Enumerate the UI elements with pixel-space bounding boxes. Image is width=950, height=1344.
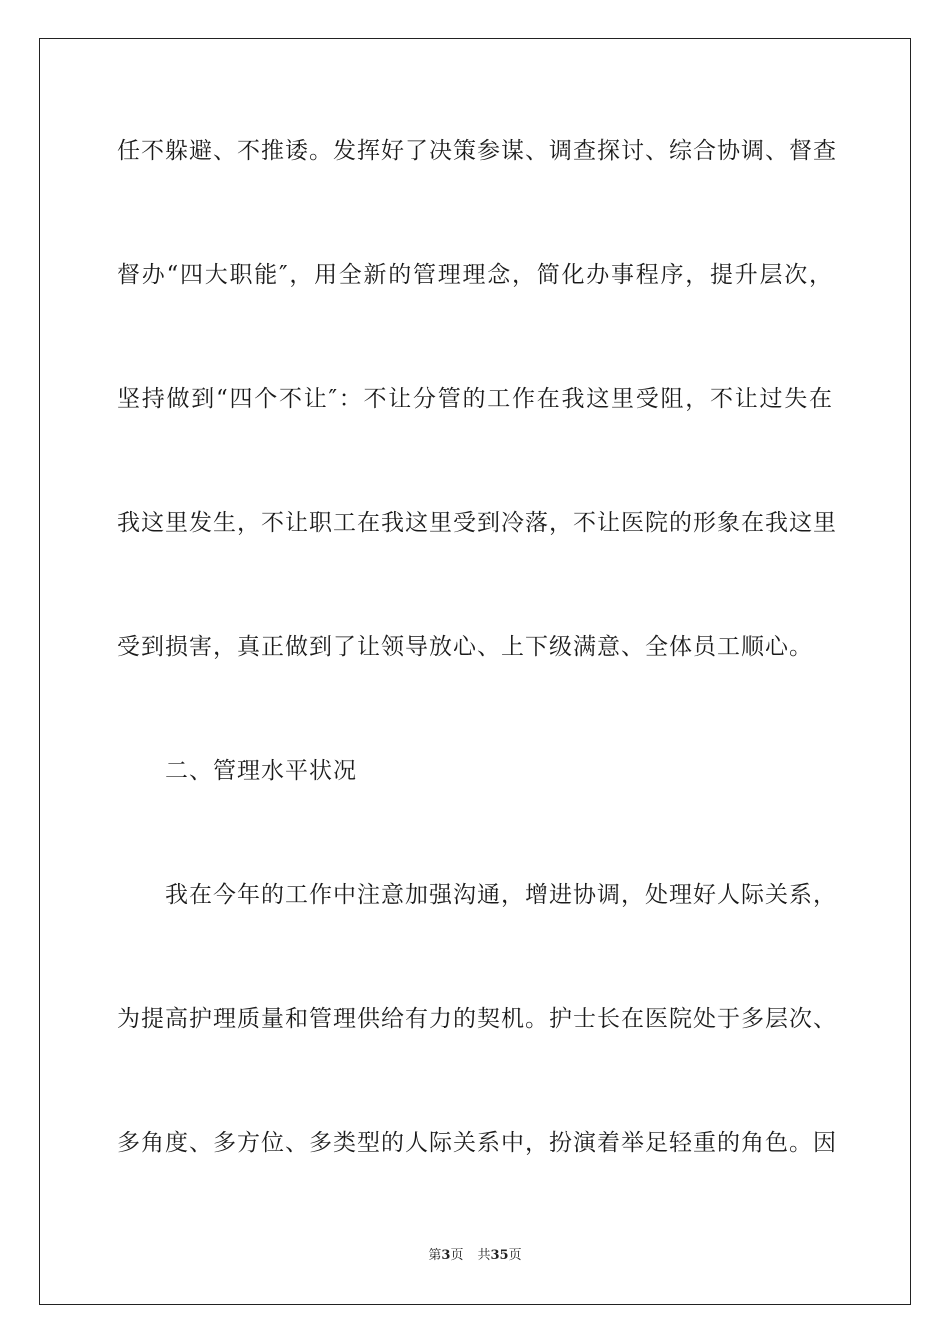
section-heading: 二、管理水平状况 — [165, 758, 357, 784]
total-pages: 35 — [490, 1248, 509, 1263]
body-line-4: 我这里发生，不让职工在我这里受到冷落，不让医院的形象在我这里 — [117, 510, 837, 536]
body-line-5: 受到损害，真正做到了让领导放心、上下级满意、全体员工顺心。 — [117, 634, 813, 660]
body-line-2: 督办“四大职能″，用全新的管理理念，简化办事程序，提升层次， — [117, 262, 833, 288]
body-line-6: 我在今年的工作中注意加强沟通，增进协调，处理好人际关系， — [165, 882, 837, 908]
body-line-7: 为提高护理质量和管理供给有力的契机。护士长在医院处于多层次、 — [117, 1006, 837, 1032]
body-line-8: 多角度、多方位、多类型的人际关系中，扮演着举足轻重的角色。因 — [117, 1130, 837, 1156]
page-label-prefix: 第 — [428, 1248, 442, 1263]
body-line-3: 坚持做到“四个不让″：不让分管的工作在我这里受阻，不让过失在 — [117, 386, 833, 412]
body-line-1: 任不躲避、不推诿。发挥好了决策参谋、调查探讨、综合协调、督查 — [117, 138, 837, 164]
page-footer — [0, 1247, 950, 1265]
total-label-suffix: 页 — [508, 1248, 522, 1263]
page-number: 3 — [441, 1248, 451, 1263]
page-border — [39, 38, 911, 1305]
page-label-suffix: 页 — [450, 1248, 464, 1263]
total-label-prefix: 共 — [477, 1248, 491, 1263]
